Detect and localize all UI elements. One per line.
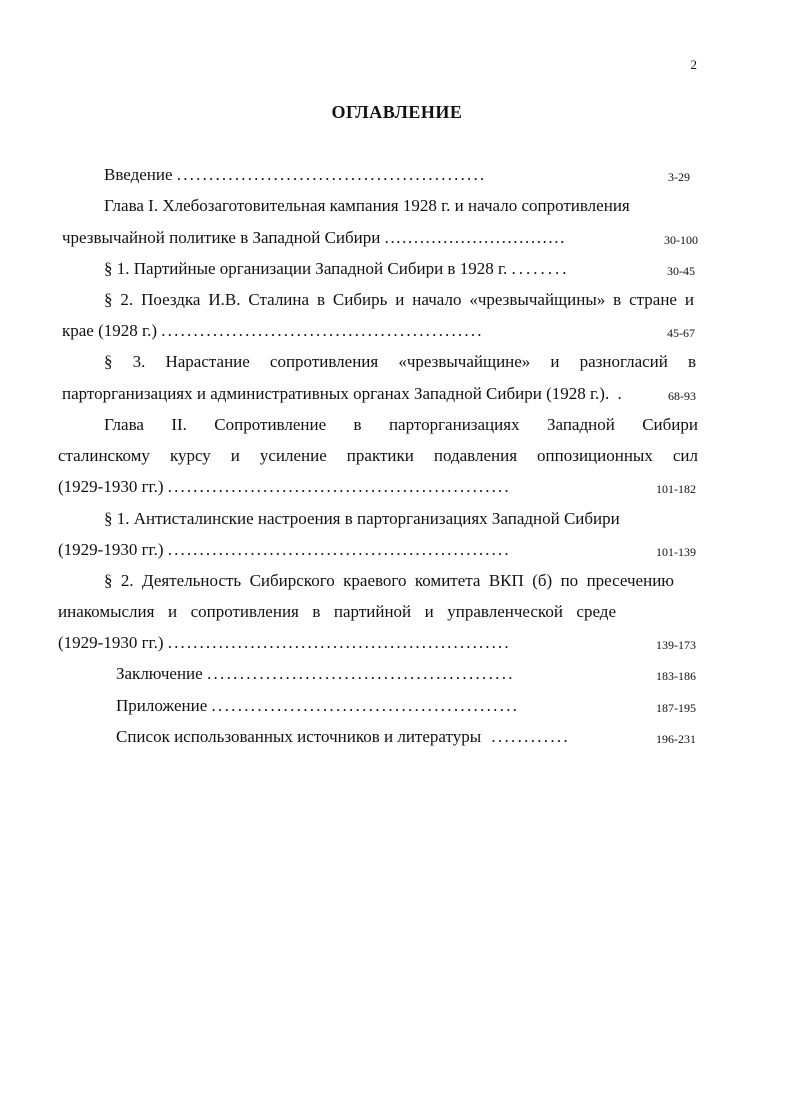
toc-entry-label: Введение [104, 165, 173, 184]
toc-entry-chapter-2-line3 [58, 476, 511, 498]
toc-entry-ch2-section-2-line1: § 2. Деятельность Сибирского краевого комитета ВКП (б) по пресечению [104, 571, 674, 590]
page-number: 2 [690, 57, 697, 72]
toc-leader-dots: ............ [491, 727, 570, 746]
toc-leader-dots: ............................... [384, 228, 566, 247]
toc-entry-label: крае (1928 г.) [62, 321, 157, 340]
toc-entry-ch1-section-2-line1: § 2. Поездка И.В. Сталина в Сибирь и начало «чрезвычайщины» в стране и [104, 290, 694, 309]
toc-entry-ch2-section-1-line2 [58, 539, 511, 561]
toc-entry-ch1-section-3-line2 [62, 383, 624, 405]
toc-entry-label: парторганизациях и административных органах Западной Сибири (1928 г.). [62, 384, 610, 403]
toc-entry-label: (1929-1930 гг.) [58, 477, 164, 496]
toc-entry-label: § 1. Партийные организации Западной Сибири в 1928 г. [104, 259, 508, 278]
toc-entry-ch2-section-1-line1: § 1. Антисталинские настроения в парторганизациях Западной Сибири [104, 509, 620, 528]
toc-leader-dots: ............................................... [211, 696, 520, 715]
toc-entry-ch2-section-2-line2: инакомыслия и сопротивления в партийной и управленческой среде [58, 602, 616, 621]
toc-entry-label: Список использованных источников и литературы [116, 727, 482, 746]
toc-page-number: 30-45 [667, 264, 695, 278]
toc-leader-dots: ...................................................... [167, 540, 511, 559]
toc-entry-ch1-section-3-line1: § 3. Нарастание сопротивления «чрезвычайщине» и разногласий в [104, 352, 696, 371]
toc-entry-ch2-section-2-line3 [58, 632, 511, 654]
toc-entry-intro [104, 164, 486, 186]
toc-page-number: 183-186 [656, 669, 696, 683]
toc-entry-conclusion [116, 663, 515, 685]
toc-entry-label: (1929-1930 гг.) [58, 633, 164, 652]
toc-leader-dots: ...................................................... [167, 633, 511, 652]
toc-entry-chapter-2-line1: Глава II. Сопротивление в парторганизациях Западной Сибири [104, 415, 698, 434]
toc-leader-dots: ...................................................... [167, 477, 511, 496]
toc-leader-dots: . [617, 384, 624, 403]
toc-entry-ch1-section-1 [104, 258, 570, 280]
toc-entry-label: Заключение [116, 664, 203, 683]
page-title: ОГЛАВЛЕНИЕ [331, 102, 463, 122]
toc-page-number: 187-195 [656, 701, 696, 715]
toc-page-number: 101-182 [656, 482, 696, 496]
toc-leader-dots: .................................................. [161, 321, 484, 340]
toc-leader-dots: ................................................ [176, 165, 487, 184]
toc-entry-sources [116, 726, 570, 748]
toc-page-number: 30-100 [664, 233, 698, 247]
toc-page-number: 139-173 [656, 638, 696, 652]
toc-entry-label: Приложение [116, 696, 208, 715]
toc-page-number: 68-93 [668, 389, 696, 403]
toc-entry-chapter-1-line1: Глава I. Хлебозаготовительная кампания 1928 г. и начало сопротивления [104, 196, 630, 215]
toc-leader-dots: ........ [511, 259, 570, 278]
toc-page-number: 3-29 [668, 170, 690, 184]
toc-leader-dots: ............................................... [206, 664, 515, 683]
toc-page-number: 45-67 [667, 326, 695, 340]
toc-entry-chapter-1-line2 [62, 227, 566, 249]
toc-entry-ch1-section-2-line2 [62, 320, 484, 342]
toc-entry-label: чрезвычайной политике в Западной Сибири [62, 228, 381, 247]
toc-page-number: 196-231 [656, 732, 696, 746]
toc-page-number: 101-139 [656, 545, 696, 559]
toc-entry-appendix [116, 695, 519, 717]
toc-entry-label: (1929-1930 гг.) [58, 540, 164, 559]
toc-entry-chapter-2-line2: сталинскому курсу и усиление практики подавления оппозиционных сил [58, 446, 698, 465]
